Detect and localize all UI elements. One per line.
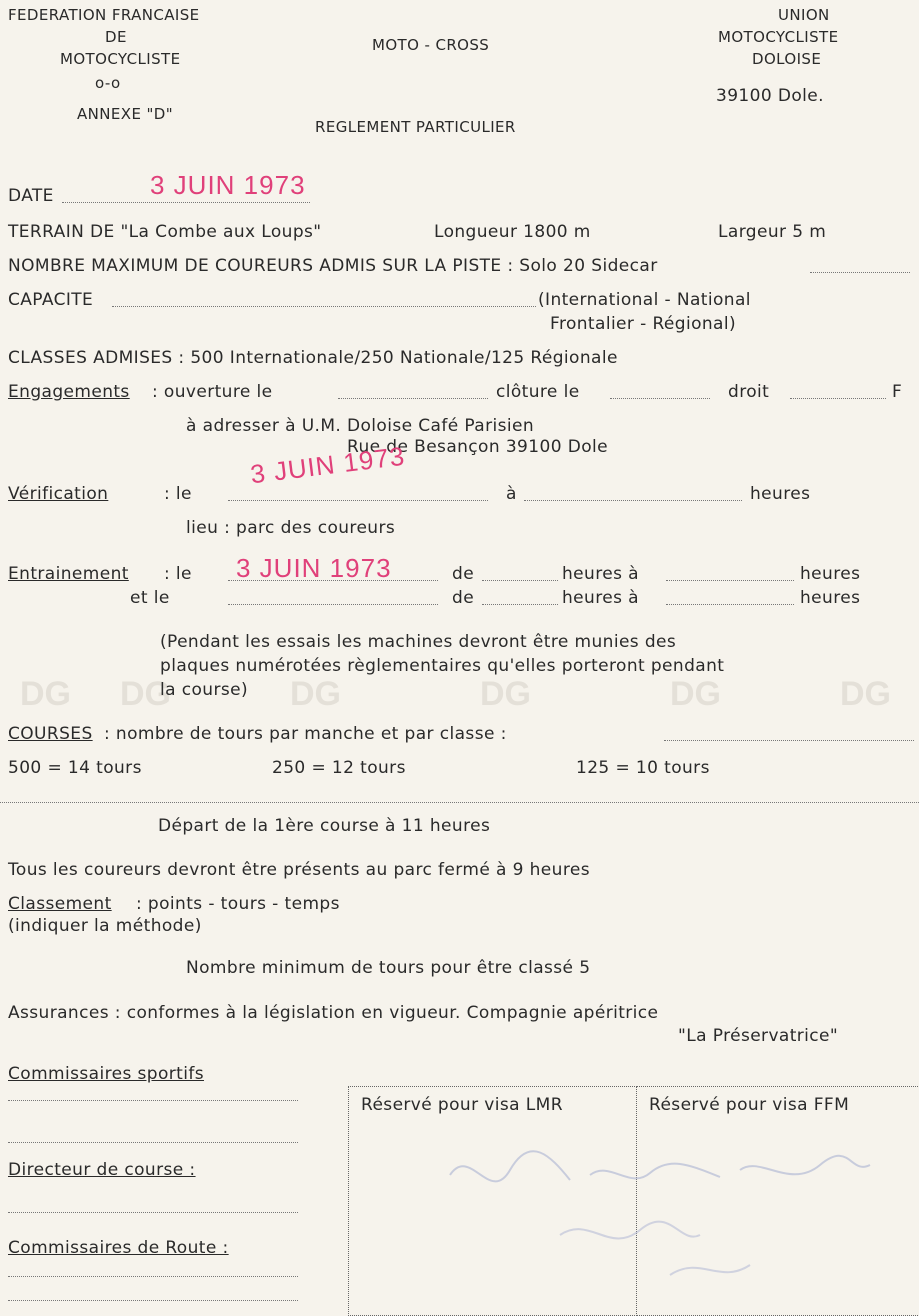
federation-line2: DE — [105, 28, 127, 46]
engagements-currency: F — [892, 382, 903, 402]
tours-500: 500 = 14 tours — [8, 758, 142, 778]
union-address: 39100 Dole. — [716, 86, 824, 106]
lieu-text: lieu : parc des coureurs — [186, 518, 396, 538]
entrainement-to-line — [666, 580, 794, 581]
commissaires-route-label: Commissaires de Route : — [8, 1238, 229, 1258]
union-line3: DOLOISE — [752, 50, 822, 68]
capacite-option-line2: Frontalier - Régional) — [550, 314, 737, 334]
tours-250: 250 = 12 tours — [272, 758, 406, 778]
classement-text: : points - tours - temps — [136, 894, 340, 914]
largeur-value: Largeur 5 m — [718, 222, 827, 242]
union-line1: UNION — [778, 6, 830, 24]
entrainement-le: : le — [164, 564, 192, 584]
note-line3: la course) — [160, 680, 249, 700]
engagements-ouverture: : ouverture le — [152, 382, 273, 402]
document-title: REGLEMENT PARTICULIER — [315, 118, 516, 136]
commissaire-line-1 — [8, 1100, 298, 1101]
classes-admises: CLASSES ADMISES : 500 Internationale/250 Nationale/125 Régionale — [8, 348, 618, 368]
entrainement-heures-a2: heures à — [562, 588, 639, 608]
event-type-title: MOTO - CROSS — [372, 36, 490, 54]
depart-text: Départ de la 1ère course à 11 heures — [158, 816, 491, 836]
sidecar-field-line — [810, 272, 910, 273]
capacite-field-line — [112, 306, 536, 307]
entrainement-heures: heures — [800, 564, 861, 584]
directeur-label: Directeur de course : — [8, 1160, 196, 1180]
verification-stamp: 3 JUIN 1973 — [248, 440, 407, 490]
verification-le: : le — [164, 484, 192, 504]
engagements-droit: droit — [728, 382, 770, 402]
entrainement-heures2: heures — [800, 588, 861, 608]
note-line1: (Pendant les essais les machines devront être munies des — [160, 632, 677, 652]
verification-a: à — [506, 484, 517, 504]
visa-lmr-label: Réservé pour visa LMR — [361, 1095, 563, 1115]
courses-field-line — [664, 740, 914, 741]
ouverture-field-line — [338, 398, 488, 399]
verification-label: Vérification — [8, 484, 109, 504]
federation-line3: MOTOCYCLISTE — [60, 50, 181, 68]
verification-date-line — [228, 500, 488, 501]
verification-time-line — [524, 500, 742, 501]
federation-line1: FEDERATION FRANCAISE — [8, 6, 200, 24]
date-stamp: 3 JUIN 1973 — [150, 170, 306, 200]
entrainement-et-le: et le — [130, 588, 170, 608]
assurances-text: Assurances : conformes à la législation en vigueur. Compagnie apéritrice — [8, 1003, 659, 1023]
entrainement-from-line — [482, 580, 558, 581]
courses-text: : nombre de tours par manche et par classe : — [104, 724, 507, 744]
entrainement-stamp: 3 JUIN 1973 — [236, 553, 392, 583]
tours-125: 125 = 10 tours — [576, 758, 710, 778]
date-field-line — [62, 202, 310, 203]
federation-separator: o-o — [95, 74, 121, 92]
entrainement-de: de — [452, 564, 475, 584]
visa-ffm-label: Réservé pour visa FFM — [649, 1095, 850, 1115]
longueur-value: Longueur 1800 m — [434, 222, 591, 242]
entrainement-de2: de — [452, 588, 475, 608]
cloture-field-line — [610, 398, 710, 399]
capacite-option-line1: (International - National — [538, 290, 751, 310]
route-line-2 — [8, 1300, 298, 1301]
commissaire-line-2 — [8, 1142, 298, 1143]
section-divider — [0, 802, 919, 803]
entrainement-date2-line — [228, 604, 438, 605]
date-label: DATE — [8, 186, 54, 206]
annex-label: ANNEXE "D" — [77, 105, 174, 123]
entrainement-from2-line — [482, 604, 558, 605]
minimum-tours-text: Nombre minimum de tours pour être classé 5 — [186, 958, 591, 978]
adresse-line1: à adresser à U.M. Doloise Café Parisien — [186, 416, 535, 436]
entrainement-label: Entrainement — [8, 564, 129, 584]
engagements-label: Engagements — [8, 382, 130, 402]
capacite-label: CAPACITE — [8, 290, 94, 310]
entrainement-to2-line — [666, 604, 794, 605]
classement-method-hint: (indiquer la méthode) — [8, 916, 202, 936]
parc-ferme-text: Tous les coureurs devront être présents au parc fermé à 9 heures — [8, 860, 590, 880]
entrainement-heures-a: heures à — [562, 564, 639, 584]
courses-label: COURSES — [8, 724, 93, 744]
droit-field-line — [790, 398, 886, 399]
adresse-line2: Rue de Besançon 39100 Dole — [347, 437, 608, 457]
entrainement-date-line — [228, 580, 438, 581]
classement-label: Classement — [8, 894, 112, 914]
commissaires-sportifs-label: Commissaires sportifs — [8, 1064, 204, 1084]
handwritten-signature — [440, 1135, 880, 1285]
max-riders-text: NOMBRE MAXIMUM DE COUREURS ADMIS SUR LA PISTE : Solo 20 Sidecar — [8, 256, 658, 276]
union-line2: MOTOCYCLISTE — [718, 28, 839, 46]
route-line-1 — [8, 1276, 298, 1277]
terrain-label: TERRAIN DE "La Combe aux Loups" — [8, 222, 322, 242]
insurer-name: "La Préservatrice" — [678, 1026, 839, 1046]
engagements-cloture: clôture le — [496, 382, 580, 402]
note-line2: plaques numérotées règlementaires qu'elles porteront pendant — [160, 656, 725, 676]
verification-heures: heures — [750, 484, 811, 504]
directeur-line — [8, 1212, 298, 1213]
